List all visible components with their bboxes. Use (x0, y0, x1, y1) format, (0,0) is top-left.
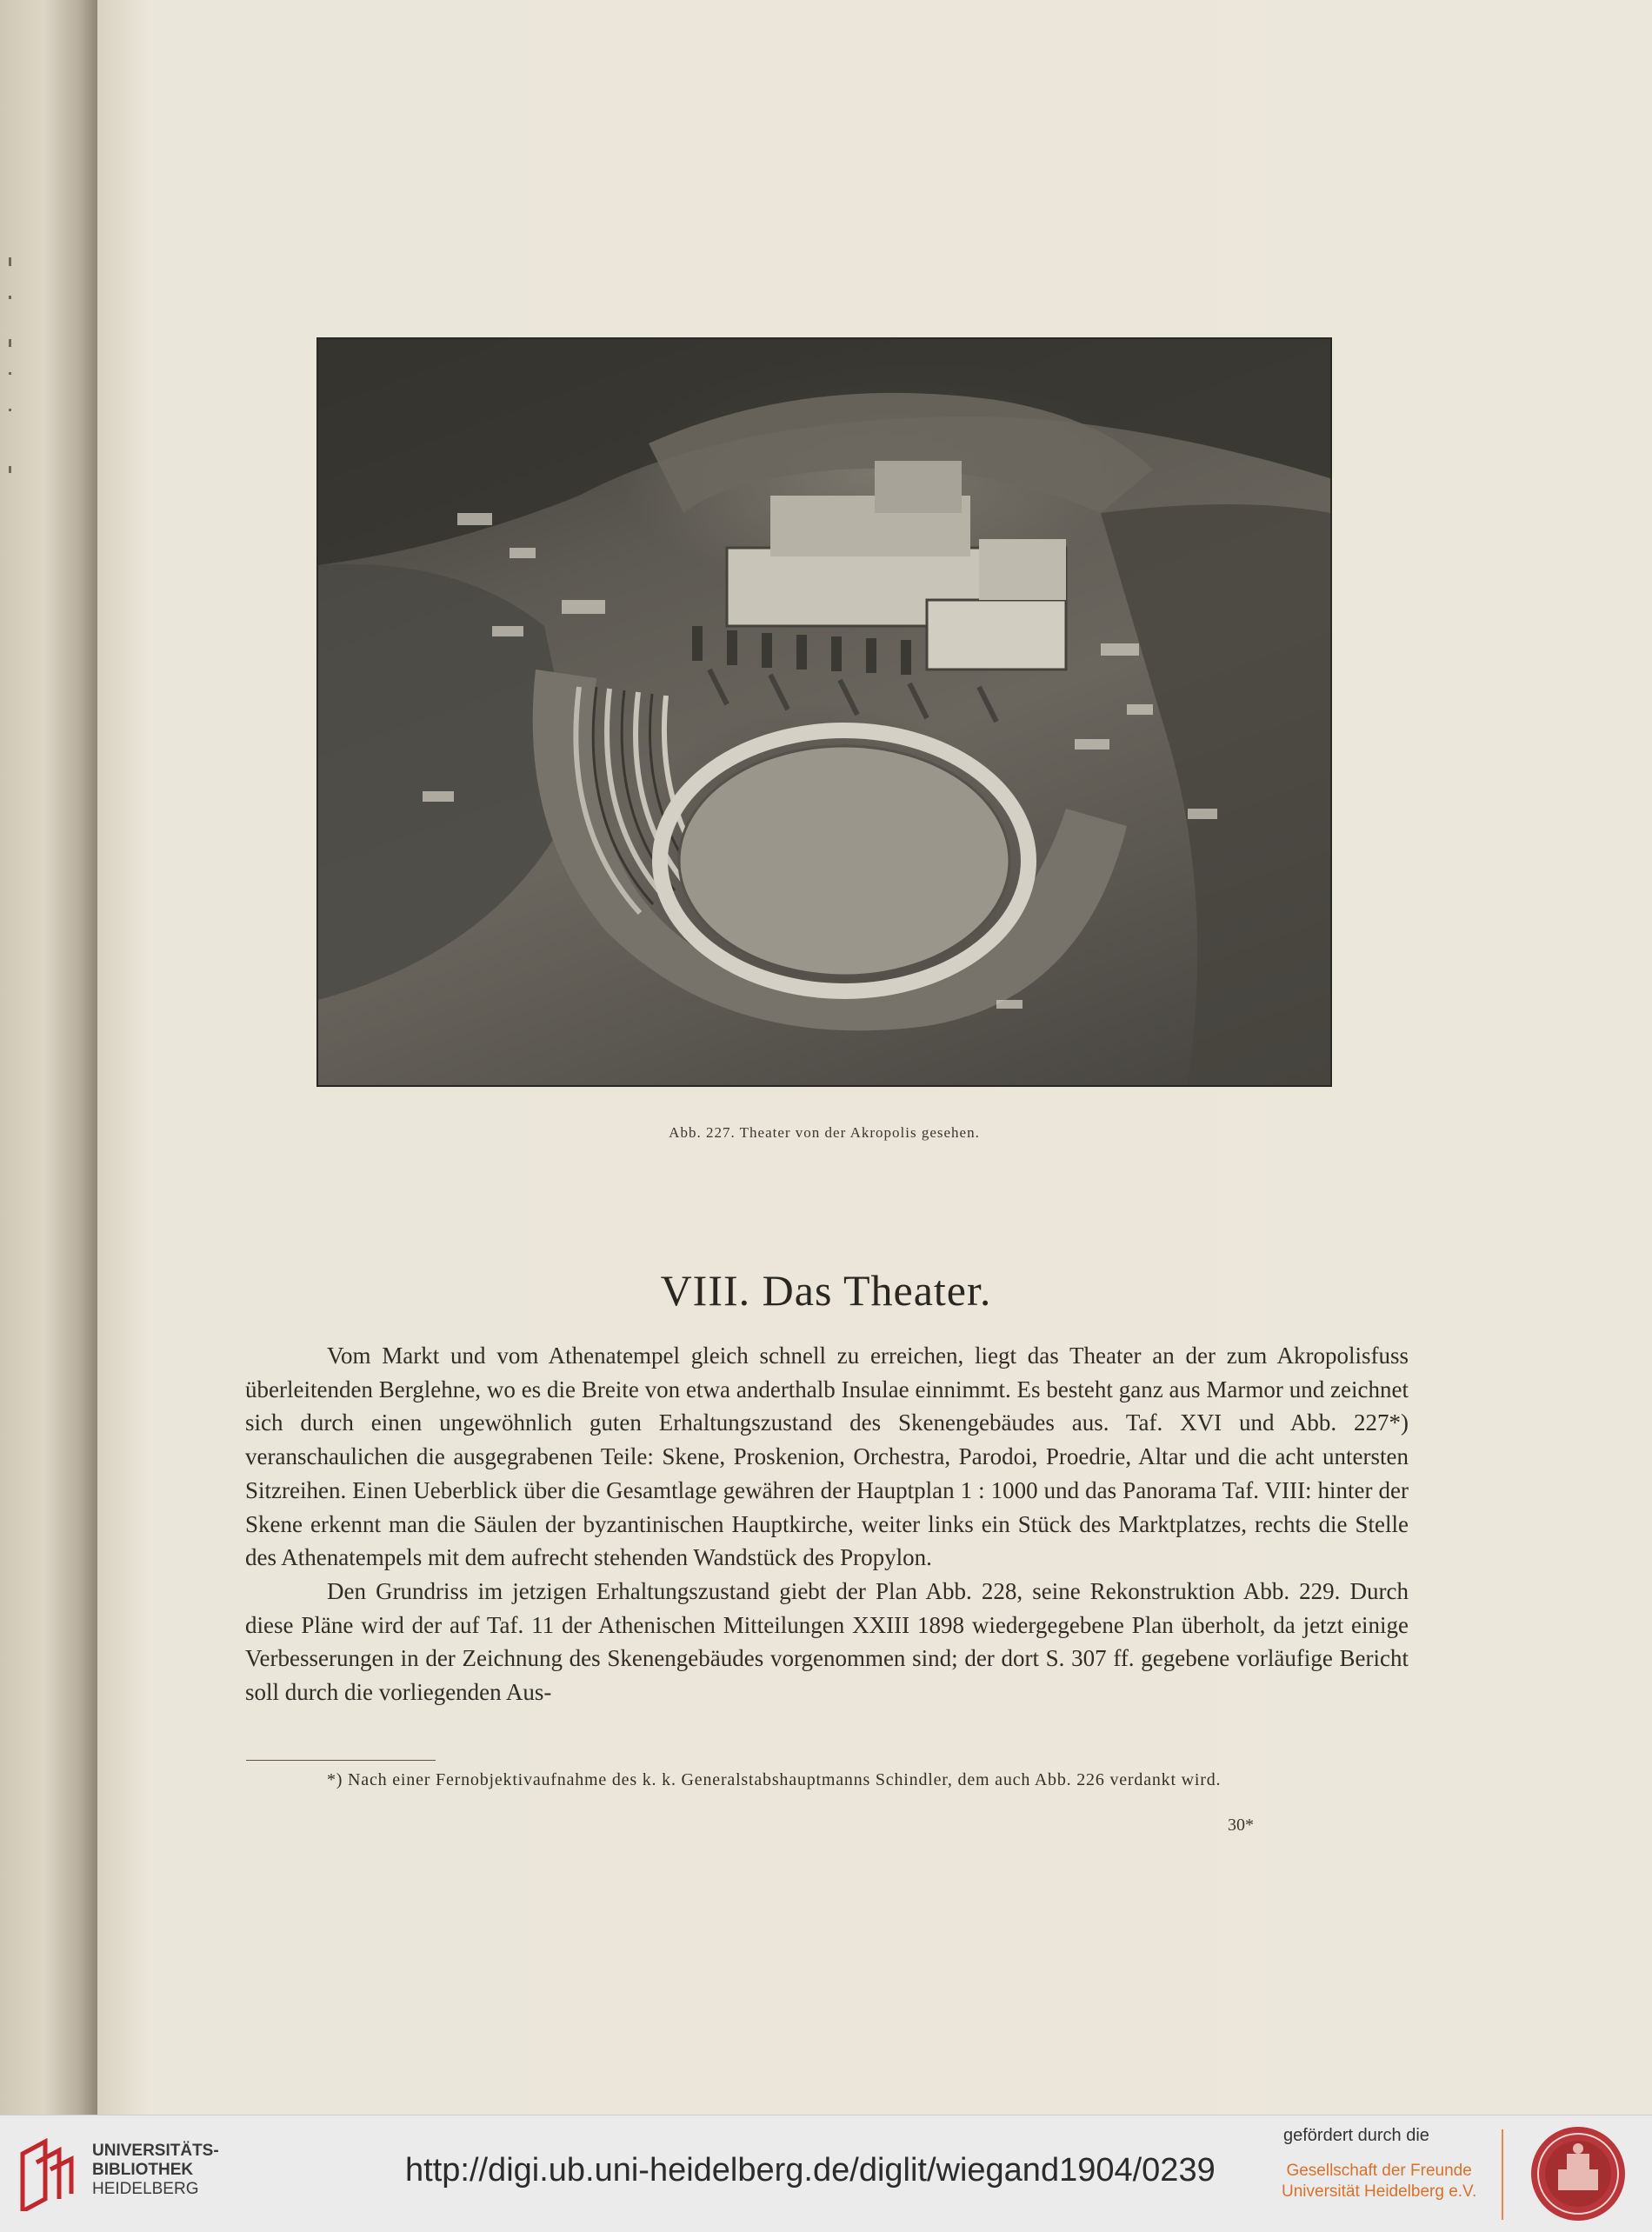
spine-mark (9, 257, 11, 266)
photo-drawing (318, 339, 1330, 1085)
library-name-line: UNIVERSITÄTS- (92, 2142, 219, 2160)
footnote (245, 1767, 1409, 1793)
society-line: Universität Heidelberg e.V. (1282, 2182, 1477, 2201)
body-text (245, 1339, 1409, 1709)
spine-mark (9, 466, 11, 473)
library-name-line: BIBLIOTHEK (92, 2161, 194, 2179)
paragraph: Vom Markt und vom Athenatempel gleich schnell zu erreichen, liegt das Theater an der zum Akropolisfuss überleitenden Berglehne, wo es die Breite von etwa anderthalb Insulae einnimmt. Es besteht ganz aus Marmor und zeichnet sich durch einen ungewöhnlich guten Erhaltungszustand des Skenengebäudes aus. Taf. XVI und Abb. 227*) veranschaulichen die ausgegrabenen Teile: Skene, Proskenion, Orchestra, Parodoi, Proedrie, Altar und die acht untersten Sitzreihen. Einen Ueberblick über die Gesamtlage gewähren der Hauptplan 1 : 1000 und das Panorama Taf. VIII: hinter der Skene erkennt man die Säulen der byzantinischen Hauptkirche, weiter links ein Stück des Marktplatzes, rechts die Stelle des Athenatempels mit dem aufrecht stehenden Wandstück des Propylon. (245, 1343, 1409, 1571)
library-name (92, 2142, 219, 2199)
funded-by-label: gefördert durch die (1283, 2126, 1429, 2145)
spine-mark (9, 339, 11, 347)
paragraph: Den Grundriss im jetzigen Erhaltungszustand giebt der Plan Abb. 228, seine Rekonstruktion Abb. 229. Durch diese Pläne wird der auf Taf. 11 der Athenischen Mitteilungen XXIII 1898 wiedergegebene Plan überholt, da jetzt einige Verbesserungen in der Zeichnung des Skenengebäudes vorgenommen sind; der dort S. 307 ff. gegebene vorläufige Bericht soll durch die vorliegenden Aus- (245, 1577, 1409, 1706)
spine-mark (9, 296, 11, 299)
spine-mark (9, 372, 11, 375)
university-library-logo-icon[interactable] (19, 2138, 75, 2211)
footer-bar (0, 2115, 1652, 2232)
library-name-line: HEIDELBERG (92, 2180, 199, 2198)
book-spine (0, 0, 97, 2115)
society-line: Gesellschaft der Freunde (1286, 2162, 1472, 2180)
footnote-rule (246, 1760, 436, 1761)
theater-photograph (316, 337, 1332, 1087)
university-seal-icon[interactable] (1529, 2124, 1628, 2223)
figure-caption: Abb. 227. Theater von der Akropolis gesehen. (669, 1124, 980, 1141)
permalink-url[interactable]: http://digi.ub.uni-heidelberg.de/diglit/wiegand1904/0239 (405, 2152, 1216, 2189)
footer-divider (1502, 2129, 1503, 2220)
society-name[interactable] (1282, 2161, 1476, 2202)
footnote-text: *) Nach einer Fernobjektivaufnahme des k. k. Generalstabshauptmanns Schindler, dem auch Abb. 226 verdankt wird. (327, 1770, 1222, 1789)
spine-mark (9, 409, 11, 411)
page-number: 30* (1228, 1816, 1254, 1835)
section-heading: VIII. Das Theater. (660, 1266, 992, 1315)
